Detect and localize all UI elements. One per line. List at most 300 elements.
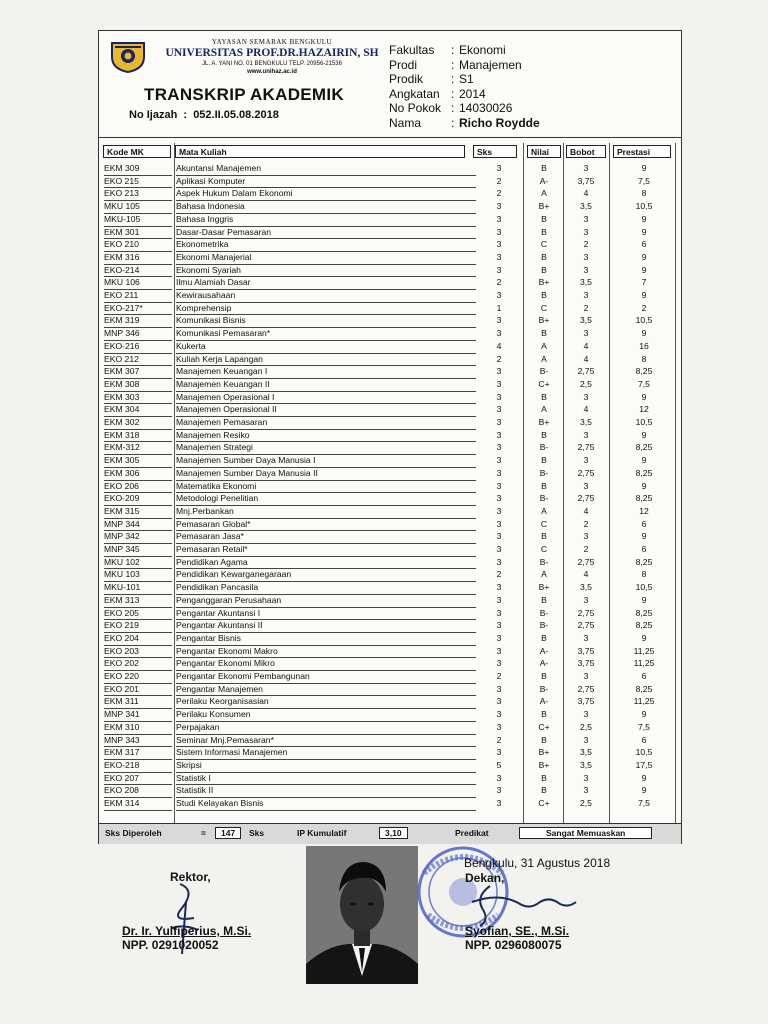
table-row [99,226,681,239]
ipk-label: IP Kumulatif [297,828,347,838]
course-grade: C [540,239,548,250]
course-name: Bahasa Inggris [176,213,476,227]
course-sks: 3 [496,607,502,618]
course-score: 9 [641,772,647,783]
course-sks: 3 [496,747,502,758]
course-name: Pengantar Ekonomi Mikro [176,657,476,671]
course-name: Pemasaran Global* [176,518,476,532]
course-name: Pengantar Manajemen [176,683,476,697]
sks-unit: Sks [249,828,265,838]
course-code: EKO 204 [104,632,172,646]
course-score: 9 [641,785,647,796]
course-code: EKO 206 [104,480,172,494]
course-code: EKM 319 [104,314,172,328]
course-grade: B [541,264,547,275]
course-grade: C+ [538,378,550,389]
course-score: 9 [641,429,647,440]
course-score: 8,25 [635,366,653,377]
table-row [99,594,681,607]
course-sks: 3 [496,239,502,250]
table-row [99,759,681,772]
summary-bar [99,823,681,844]
course-score: 16 [639,340,649,351]
course-sks: 3 [496,290,502,300]
course-score: 7,5 [638,721,650,732]
course-weight: 3 [583,671,589,681]
course-weight: 3 [583,163,589,173]
course-sks: 3 [496,683,502,694]
course-score: 9 [641,251,647,262]
table-row [99,365,681,378]
course-grade: A [541,353,547,364]
table-row [99,353,681,366]
course-sks: 2 [496,569,502,580]
course-sks: 3 [496,366,502,377]
course-code: EKM 311 [104,695,172,709]
table-row [99,391,681,404]
course-grade: C [540,544,548,554]
info-separator: : [451,72,455,87]
rektor-title: Rektor, [170,870,211,884]
info-row [389,116,540,131]
course-sks: 3 [496,467,502,478]
course-code: EKM 315 [104,505,172,519]
course-code: EKM 303 [104,391,172,405]
course-name: Pemasaran Retail* [176,543,476,557]
info-row [389,101,540,116]
course-weight: 3 [583,709,589,720]
course-grade: B [541,429,547,440]
table-row [99,416,681,429]
course-weight: 3 [583,772,589,783]
transcript-header [99,31,681,138]
course-name: Metodologi Penelitian [176,492,476,506]
course-score: 6 [641,734,647,745]
course-score: 7,5 [638,378,650,389]
course-grade: B- [539,442,549,453]
course-sks: 3 [496,772,502,783]
table-row [99,441,681,454]
course-code: EKO 207 [104,772,172,786]
course-name: Kuliah Kerja Lapangan [176,353,476,367]
course-weight: 3,75 [577,696,595,707]
course-name: Statistik II [176,784,476,798]
course-name: Pengantar Ekonomi Pembangunan [176,670,476,684]
course-sks: 3 [496,531,502,542]
course-name: Manajemen Resiko [176,429,476,443]
course-code: MKU-101 [104,581,172,595]
course-score: 9 [641,391,647,402]
course-score: 6 [641,239,647,250]
table-row [99,276,681,289]
rektor-npp: NPP. 0291020052 [122,938,219,952]
table-row [99,581,681,594]
course-name: Ekonometrika [176,238,476,252]
course-code: EKO 208 [104,784,172,798]
course-code: MNP 342 [104,530,172,544]
course-name: Ekonomi Manajerial [176,251,476,265]
course-grade: B [541,709,547,720]
table-row [99,632,681,645]
course-score: 8,25 [635,556,653,567]
course-grade: B [541,531,547,542]
course-name: Manajemen Strategi [176,441,476,455]
course-name: Dasar-Dasar Pemasaran [176,226,476,240]
course-sks: 3 [496,315,502,326]
course-name: Manajemen Sumber Daya Manusia I [176,454,476,468]
course-sks: 3 [496,632,502,643]
table-row [99,568,681,581]
transcript-sheet [98,30,682,844]
table-row [99,200,681,213]
course-weight: 3 [583,226,589,237]
course-weight: 3 [583,264,589,275]
course-code: EKO 211 [104,289,172,303]
course-name: Penganggaran Perusahaan [176,594,476,608]
course-sks: 3 [496,594,502,605]
course-sks: 3 [496,493,502,504]
header-kode: Kode MK [103,145,171,158]
course-grade: B [541,455,547,466]
course-code: EKM 304 [104,403,172,417]
course-sks: 3 [496,163,502,173]
table-row [99,721,681,734]
course-grade: B- [539,366,549,377]
course-code: MNP 343 [104,734,172,748]
table-row [99,518,681,531]
course-score: 12 [639,404,649,415]
course-code: EKM 307 [104,365,172,379]
info-value: Manajemen [459,57,522,72]
sign-date: Bengkulu, 31 Agustus 2018 [464,856,611,870]
course-score: 8,25 [635,442,653,453]
table-row [99,543,681,556]
course-weight: 3 [583,251,589,262]
info-value: S1 [459,72,474,87]
course-name: Studi Kelayakan Bisnis [176,797,476,811]
course-code: MKU 103 [104,568,172,582]
ijazah-label: No Ijazah [129,109,178,121]
sks-value: 147 [215,827,241,839]
course-sks: 3 [496,404,502,415]
course-weight: 3,75 [577,175,595,186]
table-row [99,607,681,620]
course-score: 8,25 [635,620,653,631]
info-label: Fakultas [389,43,435,57]
course-sks: 3 [496,645,502,656]
course-name: Pendidikan Kewarganegaraan [176,568,476,582]
course-sks: 5 [496,759,502,770]
course-name: Manajemen Pemasaran [176,416,476,430]
course-grade: B [541,734,547,745]
course-score: 9 [641,328,647,339]
course-name: Skripsi [176,759,476,773]
course-grade: A [541,340,547,351]
course-code: EKO 215 [104,175,172,189]
course-sks: 1 [496,302,502,313]
table-row [99,251,681,264]
table-row [99,340,681,353]
course-weight: 2,75 [577,442,595,453]
course-name: Pendidikan Pancasila [176,581,476,595]
course-code: EKO 219 [104,619,172,633]
course-name: Manajemen Operasional II [176,403,476,417]
course-grade: B [541,163,547,173]
course-score: 11,25 [633,645,655,656]
course-code: EKO 212 [104,353,172,367]
table-row [99,734,681,747]
course-name: Pengantar Akuntansi I [176,607,476,621]
university-website: www.unihaz.ac.id [247,69,297,75]
predikat-value: Sangat Memuaskan [519,827,652,839]
course-score: 9 [641,226,647,237]
table-row [99,162,681,175]
course-sks: 3 [496,480,502,491]
info-separator: : [451,115,455,130]
table-row [99,327,681,340]
course-sks: 3 [496,455,502,466]
course-grade: A [541,569,547,580]
info-label: Angkatan [389,86,440,101]
course-score: 8,25 [635,467,653,478]
course-sks: 2 [496,671,502,681]
table-row [99,480,681,493]
university-address: JL. A. YANI NO. 01 BENGKULU TELP. 20956-21536 [202,61,342,67]
course-weight: 4 [583,505,589,516]
course-code: MNP 346 [104,327,172,341]
course-weight: 3 [583,429,589,440]
course-code: EKM 318 [104,429,172,443]
table-row [99,708,681,721]
table-row [99,695,681,708]
ijazah-value: 052.II.05.08.2018 [193,109,279,121]
course-score: 8 [641,353,647,364]
course-weight: 2,75 [577,620,595,631]
course-sks: 2 [496,353,502,364]
course-grade: B [541,391,547,402]
course-grade: B [541,772,547,783]
course-sks: 2 [496,188,502,199]
table-row [99,264,681,277]
course-name: Manajemen Keuangan I [176,365,476,379]
course-weight: 3 [583,455,589,466]
table-row [99,670,681,683]
course-score: 9 [641,455,647,466]
university-logo-icon [109,39,147,73]
course-sks: 3 [496,201,502,212]
table-row [99,213,681,226]
table-row [99,683,681,696]
course-weight: 3,75 [577,658,595,669]
course-code: EKM 314 [104,797,172,811]
course-score: 9 [641,709,647,720]
course-sks: 3 [496,785,502,796]
info-separator: : [451,43,455,57]
course-sks: 3 [496,696,502,707]
course-code: EKM 306 [104,467,172,481]
course-grade: B+ [538,747,550,758]
course-score: 8,25 [635,683,653,694]
table-row [99,289,681,302]
course-sks: 3 [496,226,502,237]
course-score: 10,5 [635,582,653,593]
course-grade: B- [539,683,549,694]
course-grade: A- [539,175,549,186]
course-score: 8,25 [635,493,653,504]
course-name: Bahasa Indonesia [176,200,476,214]
course-name: Pendidikan Agama [176,556,476,570]
course-weight: 3 [583,213,589,224]
course-score: 10,5 [635,417,653,427]
course-name: Komunikasi Bisnis [176,314,476,328]
course-name: Perilaku Keorganisasian [176,695,476,709]
course-code: EKO 210 [104,238,172,252]
course-weight: 4 [583,353,589,364]
info-separator: : [451,86,455,101]
course-grade: B- [539,493,549,504]
course-code: MNP 344 [104,518,172,532]
course-code: MNP 345 [104,543,172,557]
course-sks: 3 [496,544,502,554]
course-weight: 2,75 [577,607,595,618]
course-weight: 3 [583,328,589,339]
info-row [389,87,540,102]
table-row [99,429,681,442]
course-code: EKO-217* [104,302,172,316]
course-weight: 3 [583,290,589,300]
course-sks: 3 [496,582,502,593]
course-grade: A [541,505,547,516]
course-code: EKM 316 [104,251,172,265]
course-weight: 2 [583,518,589,529]
table-row [99,619,681,632]
table-row [99,492,681,505]
course-name: Pengantar Akuntansi II [176,619,476,633]
course-name: Perilaku Konsumen [176,708,476,722]
course-score: 10,5 [635,747,653,758]
info-row [389,58,540,73]
course-sks: 3 [496,518,502,529]
course-name: Komprehensip [176,302,476,316]
table-row [99,657,681,670]
course-grade: B [541,290,547,300]
info-label: Nama [389,115,422,130]
table-row [99,645,681,658]
course-weight: 3,5 [580,582,592,593]
course-score: 7,5 [638,798,650,808]
table-header [99,143,681,161]
course-weight: 3,75 [577,645,595,656]
course-sks: 3 [496,264,502,275]
info-row [389,43,540,58]
course-sks: 3 [496,505,502,516]
table-row [99,797,681,810]
course-sks: 4 [496,340,502,351]
course-weight: 2,5 [580,721,592,732]
course-name: Matematika Ekonomi [176,480,476,494]
course-grade: B [541,632,547,643]
table-row [99,314,681,327]
course-code: EKO 203 [104,645,172,659]
course-grade: B- [539,556,549,567]
course-weight: 2 [583,302,589,313]
course-weight: 2,75 [577,556,595,567]
dekan-signature-icon [460,882,580,928]
course-weight: 2,5 [580,378,592,389]
course-grade: B+ [538,201,550,212]
course-code: MKU-105 [104,213,172,227]
course-code: EKM 309 [104,162,172,176]
course-sks: 3 [496,417,502,427]
university-name: UNIVERSITAS PROF.DR.HAZAIRIN, SH [165,47,379,59]
course-grade: B [541,251,547,262]
course-score: 11,25 [633,696,655,707]
info-label: Prodik [389,72,424,87]
course-sks: 3 [496,709,502,720]
course-code: EKO-209 [104,492,172,506]
info-label: Prodi [389,57,418,72]
course-score: 8 [641,569,647,580]
course-weight: 4 [583,188,589,199]
course-name: Ilmu Alamiah Dasar [176,276,476,290]
course-sks: 3 [496,391,502,402]
course-code: EKM 302 [104,416,172,430]
course-weight: 2,75 [577,683,595,694]
course-grade: C [540,302,548,313]
course-grade: A- [539,645,549,656]
course-grade: B+ [538,417,550,427]
course-sks: 3 [496,556,502,567]
table-row [99,530,681,543]
table-row [99,238,681,251]
course-code: EKO 213 [104,187,172,201]
course-grade: C+ [538,721,550,732]
ipk-value: 3,10 [379,827,408,839]
course-score: 9 [641,632,647,643]
course-weight: 3,5 [580,277,592,288]
course-grade: C [540,518,548,529]
table-row [99,302,681,315]
course-name: Pemasaran Jasa* [176,530,476,544]
course-weight: 4 [583,340,589,351]
course-name: Ekonomi Syariah [176,264,476,278]
course-name: Sistem Informasi Manajemen [176,746,476,760]
course-name: Aspek Hukum Dalam Ekonomi [176,187,476,201]
course-grade: B+ [538,315,550,326]
course-code: EKM-312 [104,441,172,455]
course-code: MKU 102 [104,556,172,570]
course-name: Statistik I [176,772,476,786]
course-sks: 3 [496,378,502,389]
course-score: 10,5 [635,201,653,212]
course-weight: 4 [583,404,589,415]
course-name: Perpajakan [176,721,476,735]
course-weight: 3 [583,734,589,745]
course-weight: 2,75 [577,467,595,478]
dekan-name: Syofian, SE., M.Si. [465,924,570,938]
dekan-title: Dekan, [465,871,505,885]
course-grade: B- [539,607,549,618]
course-weight: 3,5 [580,201,592,212]
course-name: Aplikasi Komputer [176,175,476,189]
course-name: Kewirausahaan [176,289,476,303]
course-score: 8,25 [635,607,653,618]
course-weight: 3,5 [580,747,592,758]
table-row [99,467,681,480]
course-grade: B [541,480,547,491]
course-code: EKM 305 [104,454,172,468]
info-label: No Pokok [389,101,442,116]
